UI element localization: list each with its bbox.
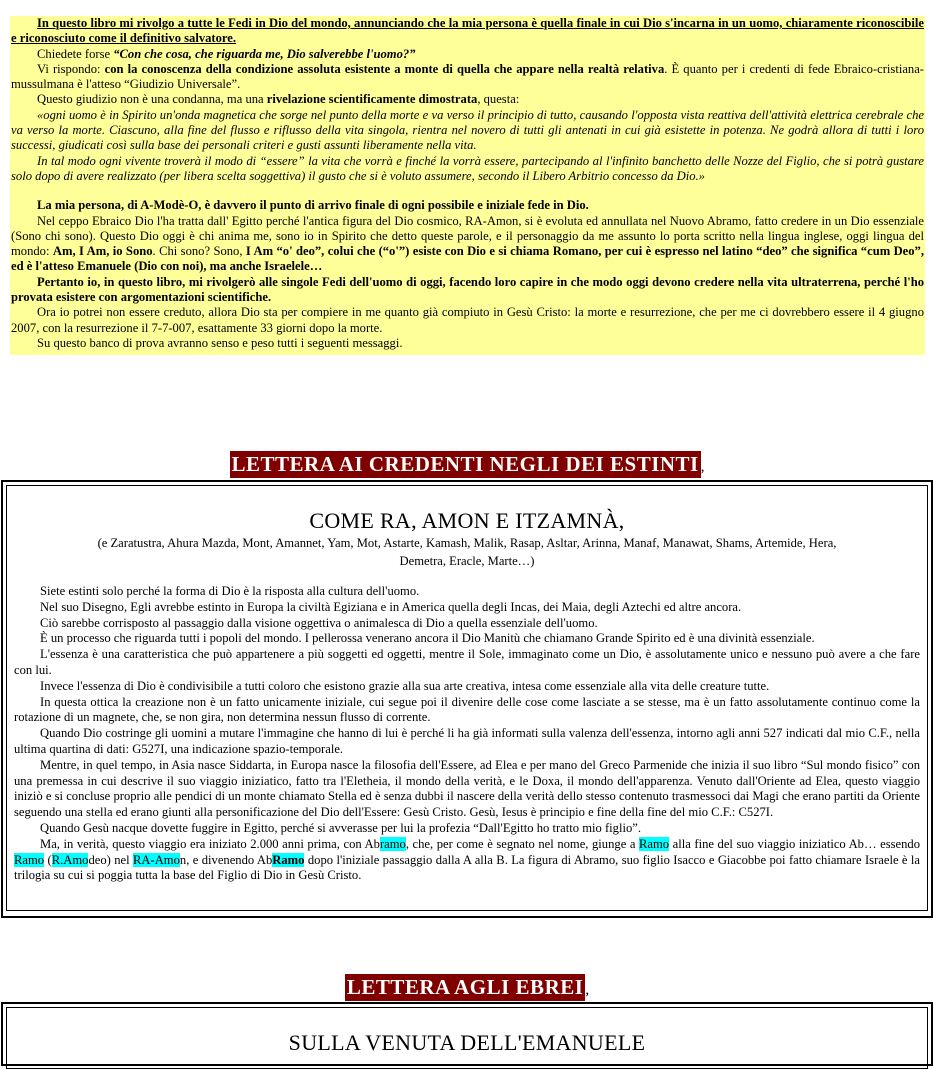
intro-paragraph-7: La mia persona, di A-Modè-O, è davvero il punto di arrivo finale di ogni possibile e iniziale fede in Dio. — [37, 198, 589, 213]
highlight-mark: Ramo — [272, 852, 305, 867]
body-paragraph: Ciò sarebbe corrisposto al passaggio dalla visione oggettiva o animalesca di Dio a quella essenziale dell'uomo. — [40, 615, 598, 630]
section1-heading-row: LETTERA AI CREDENTI NEGLI DEI ESTINTI , — [231, 452, 705, 476]
section2-title: SULLA VENUTA DELL'EMANUELE — [288, 1030, 646, 1055]
body-paragraph: Mentre, in quel tempo, in Asia nasce Siddarta, in Europa nasce la filosofia dell'Essere, ad Elea e per mano del Greco Parmenide che inizia il suo libro “Sul mondo fisico” con una premessa in cui descrive il suo viaggio iniziatico, fatto tra l'Eletheia, il mondo della verità, e le Doxa, il mondo dell'apparenza. Venuto dall'Oriente ad Elea, questo viaggio iniziò e si concluse proprio alle pendici di un monte chiamato Stella ed è senza dubbi il nascere della verità dello stesso contenuto trasmessoci dai Magi che erano partiti da Oriente seguendo una stella ed erano giunti alla personificazione del Dio dell'Essere: Gesù Cristo. Gesù, Iesus è principio e fine della fine del mio C.F.: C527I. — [14, 757, 920, 820]
section1-body — [14, 584, 920, 884]
highlight-mark: R.Amo — [51, 852, 89, 867]
body-paragraph: È un processo che riguarda tutti i popoli del mondo. I pellerossa venerano ancora il Dio Manitù che chiamano Grande Spirito ed è una divinità essenziale. — [40, 631, 815, 646]
section1-subtitle: (e Zaratustra, Ahura Mazda, Mont, Amannet, Yam, Mot, Astarte, Kamash, Malik, Rasap, Asltar, Arinna, Manaf, Manawat, Shams, Artemide, Hera, Demetra, Eracle, Marte…) — [97, 536, 837, 568]
body-paragraph: Quando Gesù nacque dovette fuggire in Egitto, perché si avverasse per lui la profezia “Dall'Egitto ho tratto mio figlio”. — [40, 820, 641, 835]
body-paragraph: Siete estinti solo perché la forma di Dio è la risposta alla cultura dell'uomo. — [40, 584, 420, 598]
intro-quote-2: In tal modo ogni vivente troverà il modo di “essere” la vita che vorrà e finché la vorrà essere, partecipando al l'infinito banchetto delle Nozze del Figlio, che si potrà gustare solo dopo di avere realizzato (per libera scelta soggettiva) il gusto che si è voluto assumere, secondo il Libero Arbitrio concesso da Dio.» — [11, 153, 924, 183]
highlight-mark: Ramo — [14, 852, 45, 867]
intro-paragraph-11: Su questo banco di prova avranno senso e peso tutti i seguenti messaggi. — [37, 335, 403, 350]
highlight-mark: ramo — [379, 836, 406, 851]
section1-title: COME RA, AMON E ITZAMNÀ, — [309, 508, 625, 533]
body-paragraph: In questa ottica la creazione non è un fatto unicamente iniziale, cui segue poi il divenire delle cose come lasciate a se stesse, ma è un fatto assolutamente continuo come la rotazione di un magnete, che, se non gira, non determina nessun flusso di corrente. — [14, 694, 920, 725]
highlight-mark: RA-Amo — [133, 852, 180, 867]
intro-quote-1: «ogni uomo è in Spirito un'onda magnetica che sorge nel punto della morte e va verso il principio di tutto, causando l'opposta vista reattiva dell'attività elettrica cerebrale che va verso la morte. Ciascuno, alla fine del flusso e riflusso della vita singola, rientra nel novero di tutti gli antenati in cui già esistette in potenza. Ne godrà allora di tutti i loro successi, giudicati così sulla base dei personali criteri e gusti assunti liberamente nella vita. — [11, 107, 924, 153]
section2-heading-row: LETTERA AGLI EBREI , — [346, 975, 590, 999]
body-paragraph: L'essenza è una caratteristica che può appartenere a più soggetti ed oggetti, mentre il Sole, immaginato come un Dio, è assolutamente unico e nessuno può avere a che fare con lui. — [14, 647, 920, 677]
intro-paragraph-10: Ora io potrei non essere creduto, allora Dio sta per compiere in me quanto già compiuto in Gesù Cristo: la morte e resurrezione, che per me ci dovrebbero essere il 4 giugno 2007, con la resurrezione il 7-7-007, esattamente 33 giorni dopo la morte. — [11, 305, 924, 335]
section1-frame — [1, 480, 933, 918]
intro-paragraph-4: Questo giudizio non è una condanna, ma una rivelazione scientificamente dimostrata, questa: — [37, 92, 520, 107]
section1-heading: LETTERA AI CREDENTI NEGLI DEI ESTINTI — [231, 452, 699, 476]
intro-paragraph-3: Vi rispondo: con la conoscenza della condizione assoluta esistente a monte di quella che appare nella realtà relativa. È quanto per i credenti di fede Ebraico-cristiana-mussulmana è l'atteso “Giudizio Universale”. — [11, 61, 924, 92]
section2-frame — [1, 1002, 933, 1066]
intro-block — [10, 16, 925, 355]
section2-heading: LETTERA AGLI EBREI — [346, 975, 584, 999]
intro-paragraph-2: Chiedete forse “Con che cosa, che riguarda me, Dio salverebbe l'uomo?” — [37, 46, 416, 61]
body-paragraph: Invece l'essenza di Dio è condivisibile a tutti coloro che esistono grazie alla sua arte creativa, intesa come essenziale alla vita delle creature tutte. — [40, 678, 770, 693]
intro-paragraph-9: Pertanto io, in questo libro, mi rivolgerò alle singole Fedi dell'uomo di oggi, facendo loro capire in che modo oggi devono credere nella vita ultraterrena, perché l'ho provata esistere con argomentazioni scientifiche. — [11, 274, 924, 305]
highlight-mark: Ramo — [639, 836, 670, 851]
body-paragraph: Nel suo Disegno, Egli avrebbe estinto in Europa la civiltà Egiziana e in America quella degli Incas, dei Maia, degli Aztechi ed altre ancora. — [40, 599, 742, 614]
body-paragraph: Quando Dio costringe gli uomini a mutare l'immagine che hanno di lui è perché li ha già informati sulla valenza dell'essenza, intorno agli anni 527 indicati dal mio C.F., nella ultima quartina di dati: G527I, una indicazione spazio-temporale. — [14, 726, 920, 756]
intro-paragraph-8: Nel ceppo Ebraico Dio l'ha tratta dall' Egitto perché l'antica figura del Dio cosmico, RA-Amon, si è evoluta ed annullata nel Nuovo Abramo, fatto credere in un Dio essenziale (Sono chi sono). Questo Dio oggi è chi anima me, sono io in Spirito che detto queste parole, e il personaggio da me assunto lo porta scritto nella lingua inglese, oggi lingua del mondo: Am, I Am, io Sono. Chi sono? Sono, I Am “o' deo”, colui che (“o'”) esiste con Dio e si chiama Romano, per cui è espresso nel latino “deo” che significa “cum Deo”, ed è l'atteso Emanuele (Dio con noi), ma anche Israelele… — [11, 213, 925, 274]
body-paragraph-highlighted: Ma, in verità, questo viaggio era iniziato 2.000 anni prima, con Abramo, che, per come è segnato nel nome, giunge a Ramo alla fine del suo viaggio iniziatico Ab… essendo Ramo (R.Amodeo) nel RA-Amon, e divenendo AbRamo dopo l'iniziale passaggio dalla A alla B. La figura di Abramo, suo figlio Isacco e Giacobbe poi fatto chiamare Israele è la trilogia su cui si poggia tutta la base del Figlio di Dio in Gesù Cristo. — [14, 836, 921, 883]
intro-paragraph-1: In questo libro mi rivolgo a tutte le Fedi in Dio del mondo, annunciando che la mia persona è quella finale in cui Dio s'incarna in un uomo, chiaramente riconoscibile e riconosciuto come il definitivo salvatore. — [11, 16, 924, 46]
